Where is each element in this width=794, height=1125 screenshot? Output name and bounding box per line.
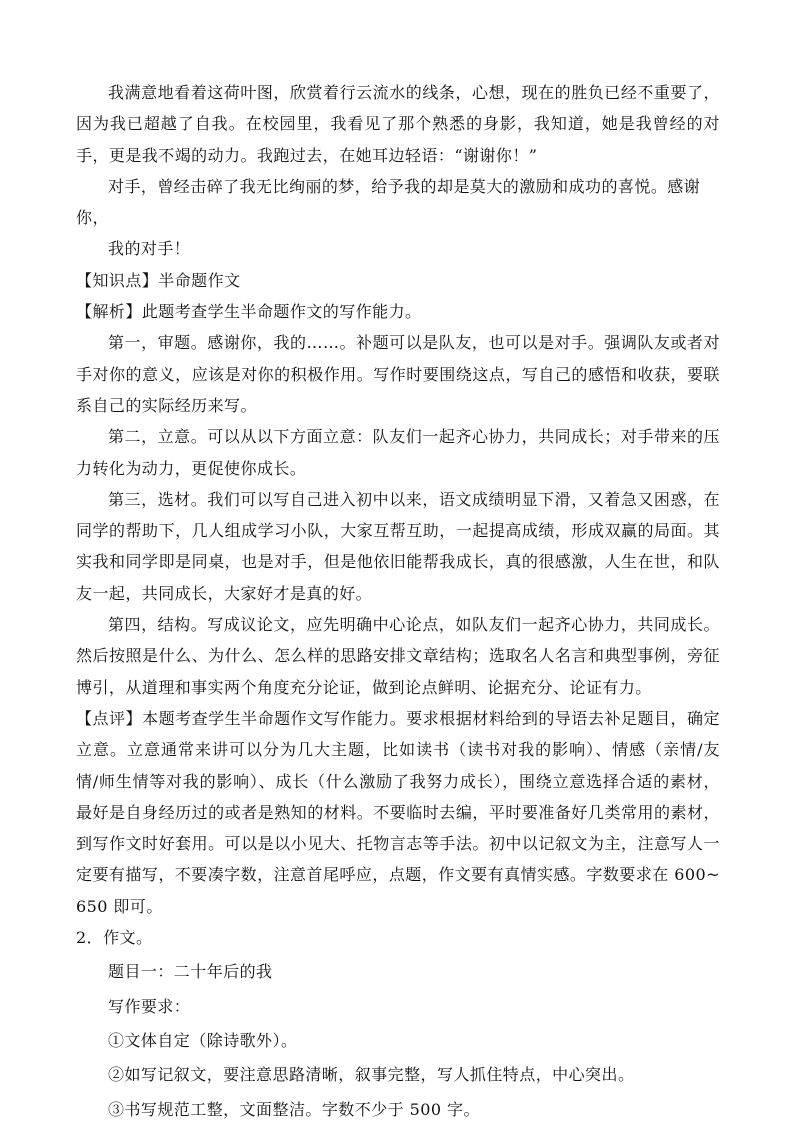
comment-label: 【点评】 xyxy=(76,708,143,728)
comment-text: 本题考查学生半命题作文写作能力。要求根据材料给到的导语去补足题目，确定立意。立意通常来讲可以分为几大主题，比如读书（读书对我的影响）、情感（亲情/友情/师生情等对我的影响）、成长（什么激励了我努力成长），围绕立意选择合适的素材，最好是自身经历过的或者是熟知的材料。不要临时去编，平时要准备好几类常用的素材，到写作文时好套用。可以是以小见大、托物言志等手法。初中以记叙文为主，注意写人一定要有描写，不要凑字数，注意首尾呼应，点题，作文要有真情实感。字数要求在 600~650 即可。 xyxy=(76,708,720,916)
essay-closing-line: 对手，曾经击碎了我无比绚丽的梦，给予我的却是莫大的激励和成功的喜悦。感谢你， xyxy=(76,176,701,228)
essay-paragraph: 我满意地看着这荷叶图，欣赏着行云流水的线条，心想，现在的胜负已经不重要了，因为我已超越了自我。在校园里，我看见了那个熟悉的身影，我知道，她是我曾经的对手，更是我不竭的动力。我跑过去，在她耳边轻语：“谢谢你！” xyxy=(76,83,720,165)
analysis-heading xyxy=(76,296,720,327)
question-topic: 题目一：二十年后的我 xyxy=(108,962,273,982)
knowledge-label: 【知识点】 xyxy=(76,270,159,290)
requirement-item-3: ③书写规范工整，文面整洁。字数不少于 500 字。 xyxy=(108,1099,480,1119)
analysis-point-1: 第一，审题。感谢你，我的……。补题可以是队友，也可以是对手。强调队友或者对手对你的意义，应该是对你的积极作用。写作时要围绕这点，写自己的感悟和收获，要联系自己的实际经历来写。 xyxy=(76,333,720,415)
question-number: 2． xyxy=(76,928,104,948)
document-page xyxy=(76,77,720,1125)
comment-paragraph xyxy=(76,703,720,922)
essay-closing-line-2: 我的对手！ xyxy=(108,239,191,259)
requirement-item-1: ①文体自定（除诗歌外）。 xyxy=(108,1030,298,1050)
question-heading xyxy=(76,922,720,953)
analysis-point-4: 第四，结构。写成议论文，应先明确中心论点，如队友们一起齐心协力，共同成长。然后按照是什么、为什么、怎么样的思路安排文章结构；选取名人名言和典型事例，旁征博引，从道理和事实两个角度充分论证，做到论点鲜明、论据充分、论证有力。 xyxy=(76,615,720,697)
analysis-point-2: 第二，立意。可以从以下方面立意：队友们一起齐心协力，共同成长；对手带来的压力转化为动力，更促使你成长。 xyxy=(76,427,720,478)
knowledge-text: 半命题作文 xyxy=(158,270,241,290)
question-title: 作文。 xyxy=(103,928,153,948)
analysis-point-3: 第三，选材。我们可以写自己进入初中以来，语文成绩明显下滑，又着急又困惑，在同学的帮助下，几人组成学习小队，大家互帮互助，一起提高成绩，形成双赢的局面。其实我和同学即是同桌，也是对手，但是他依旧能帮我成长，真的很感激，人生在世，和队友一起，共同成长，大家好才是真的好。 xyxy=(76,489,720,603)
knowledge-point xyxy=(76,265,720,296)
analysis-text: 此题考查学生半命题作文的写作能力。 xyxy=(141,302,422,322)
requirements-label: 写作要求： xyxy=(108,996,191,1016)
analysis-label: 【解析】 xyxy=(76,302,142,322)
requirement-item-2: ②如写记叙文，要注意思路清晰，叙事完整，写人抓住特点，中心突出。 xyxy=(108,1065,635,1085)
